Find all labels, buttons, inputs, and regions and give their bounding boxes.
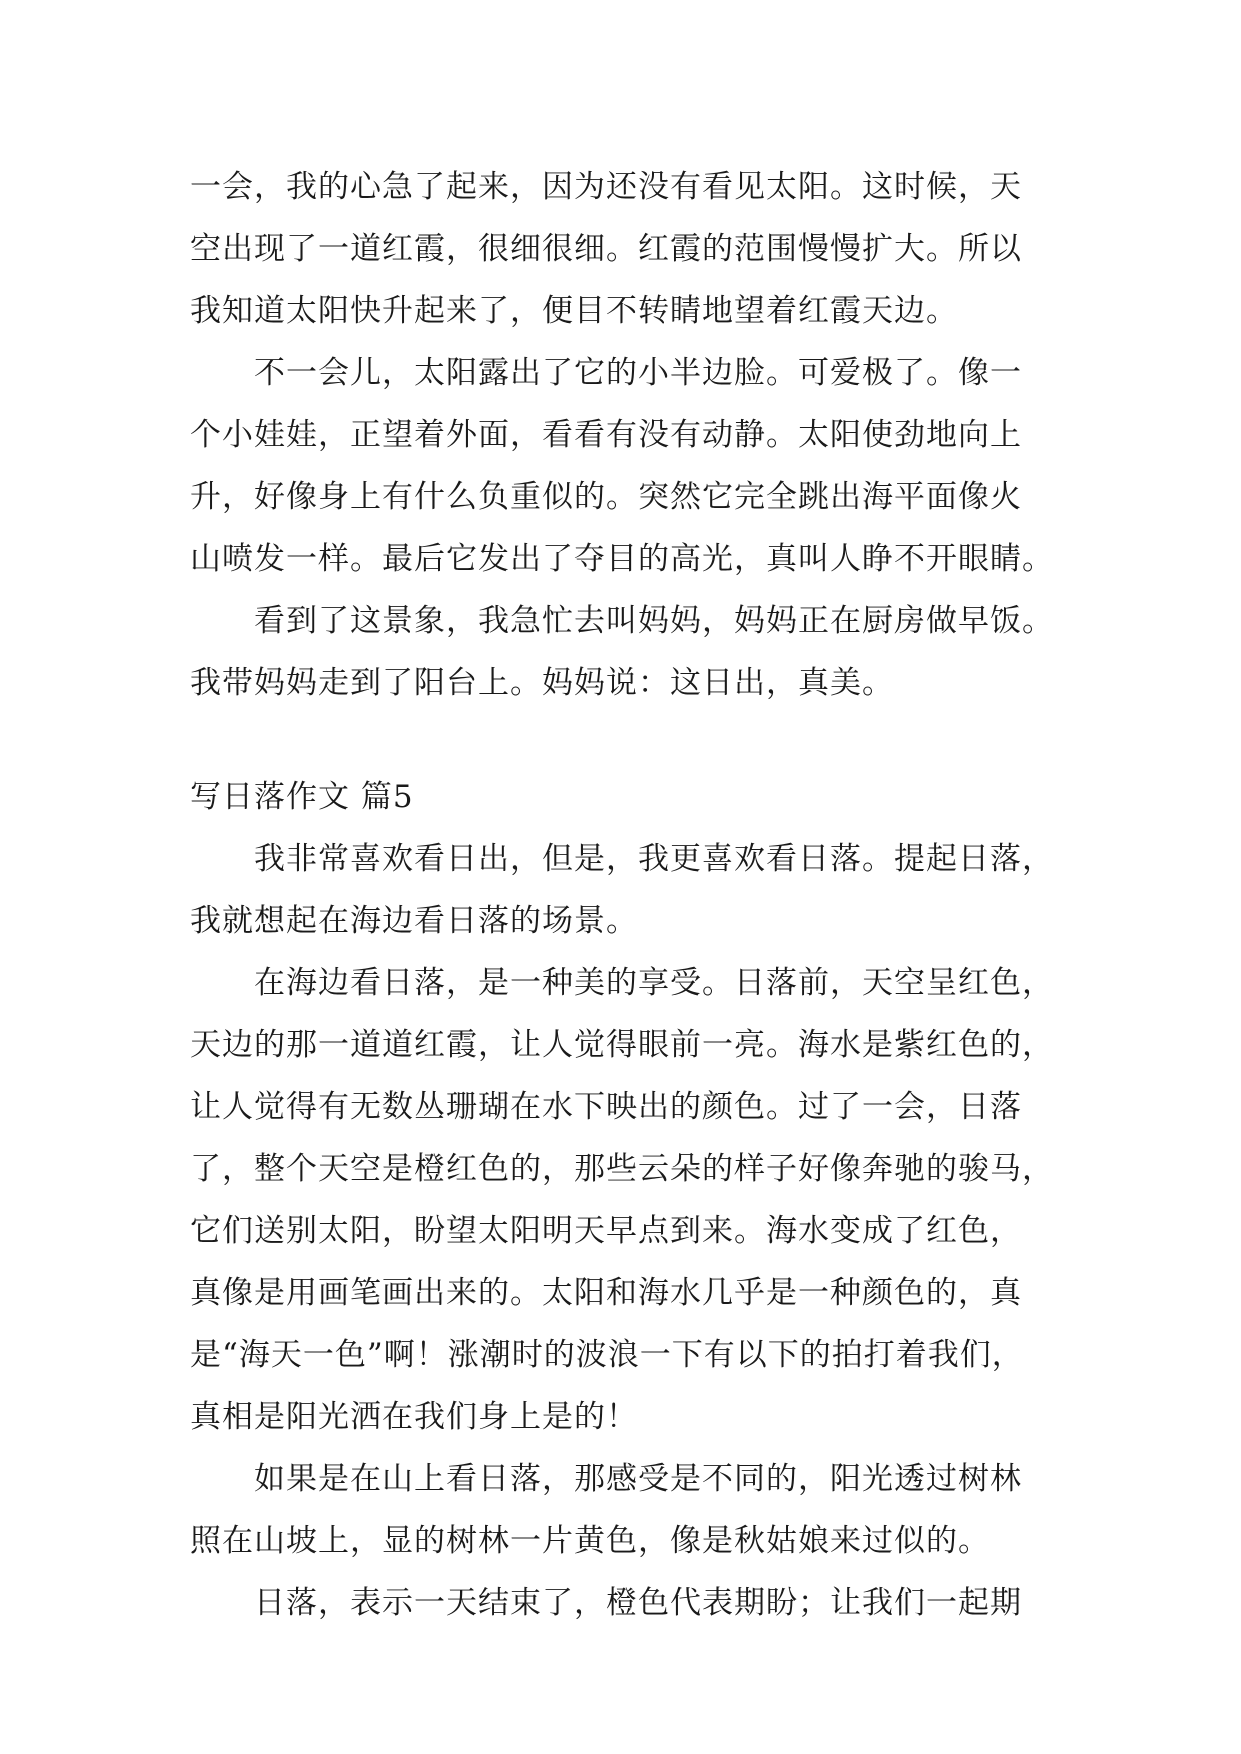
paragraph-call-mom (190, 590, 1070, 714)
text-line: 我知道太阳快升起来了，便目不转睛地望着红霞天边。 (190, 293, 958, 329)
text-line: 我就想起在海边看日落的场景。 (190, 903, 638, 939)
text-line: 我带妈妈走到了阳台上。妈妈说：这日出，真美。 (190, 665, 894, 701)
text-line: 照在山坡上，显的树林一片黄色，像是秋姑娘来过似的。 (190, 1523, 990, 1559)
text-line: 天边的那一道道红霞，让人觉得眼前一亮。海水是紫红色的， (190, 1027, 1054, 1063)
paragraph-seaside-sunset (190, 952, 1070, 1448)
text-line: 它们送别太阳，盼望太阳明天早点到来。海水变成了红色， (190, 1213, 1022, 1249)
text-line: 空出现了一道红霞，很细很细。红霞的范围慢慢扩大。所以 (190, 231, 1022, 267)
text-line: 了，整个天空是橙红色的，那些云朵的样子好像奔驰的骏马， (190, 1151, 1054, 1187)
document-body (190, 156, 1070, 1634)
text-line: 山喷发一样。最后它发出了夺目的高光，真叫人睁不开眼睛。 (190, 541, 1054, 577)
text-line: 不一会儿，太阳露出了它的小半边脸。可爱极了。像一 (254, 355, 1022, 391)
text-line: 一会，我的心急了起来，因为还没有看见太阳。这时候，天 (190, 169, 1022, 205)
text-line: 升，好像身上有什么负重似的。突然它完全跳出海平面像火 (190, 479, 1022, 515)
paragraph-conclusion (190, 1572, 1070, 1634)
paragraph-sun-rising (190, 342, 1070, 590)
text-line: 真像是用画笔画出来的。太阳和海水几乎是一种颜色的，真 (190, 1275, 1022, 1311)
paragraph-mountain-sunset (190, 1448, 1070, 1572)
text-line: 让人觉得有无数丛珊瑚在水下映出的颜色。过了一会，日落 (190, 1089, 1022, 1125)
paragraph-intro (190, 828, 1070, 952)
text-line: 看到了这景象，我急忙去叫妈妈，妈妈正在厨房做早饭。 (254, 603, 1054, 639)
paragraph-sunrise-continuation (190, 156, 1070, 342)
text-line: 如果是在山上看日落，那感受是不同的，阳光透过树林 (254, 1461, 1022, 1497)
section-gap (190, 714, 1070, 766)
text-line: 个小娃娃，正望着外面，看看有没有动静。太阳使劲地向上 (190, 417, 1022, 453)
section-heading: 写日落作文 篇5 (190, 779, 414, 815)
text-line: 是“海天一色”啊！涨潮时的波浪一下有以下的拍打着我们， (190, 1337, 1024, 1373)
text-line: 我非常喜欢看日出，但是，我更喜欢看日落。提起日落， (254, 841, 1054, 877)
text-line: 真相是阳光洒在我们身上是的！ (190, 1399, 638, 1435)
text-line: 在海边看日落，是一种美的享受。日落前，天空呈红色， (254, 965, 1054, 1001)
text-line: 日落，表示一天结束了，橙色代表期盼；让我们一起期 (254, 1585, 1022, 1621)
